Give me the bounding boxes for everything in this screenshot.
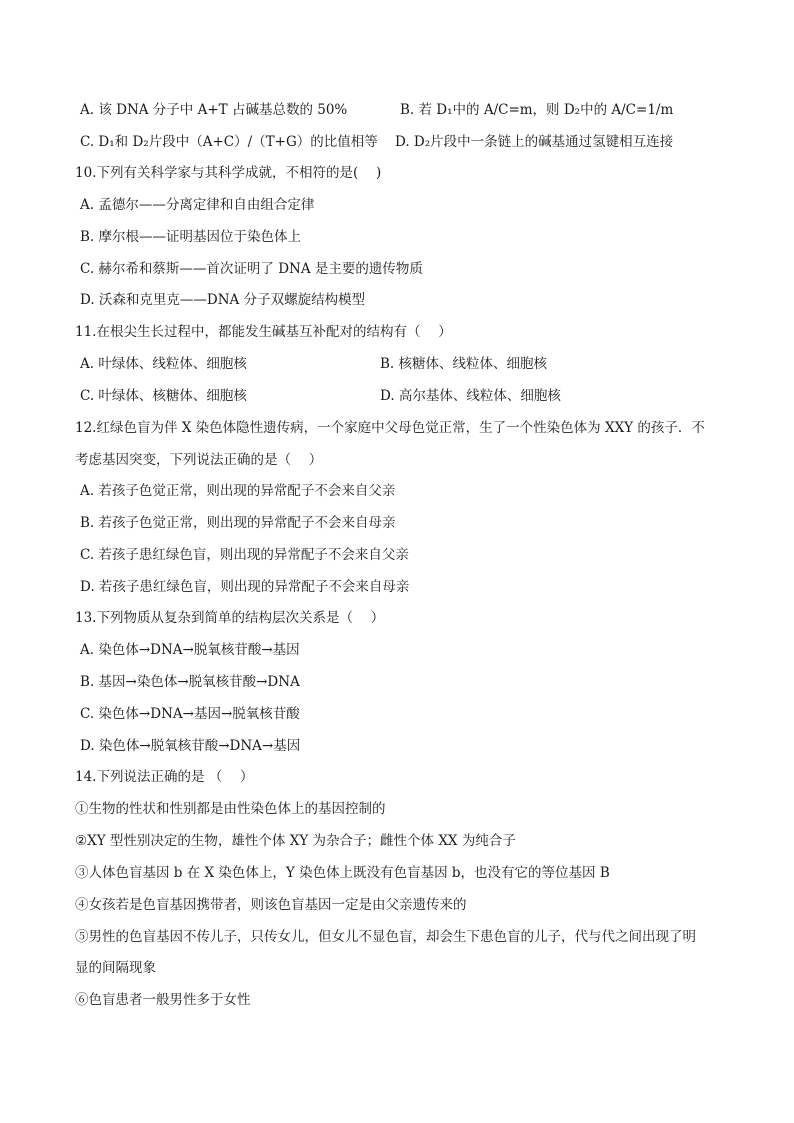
q9-option-a: A. 该 DNA 分子中 A+T 占碱基总数的 50% bbox=[80, 102, 348, 118]
q9-option-d: D. D₂片段中一条链上的碱基通过氢键相互连接 bbox=[395, 134, 674, 150]
q11-option-b: B. 核糖体、线粒体、细胞核 bbox=[380, 356, 548, 372]
q10-option-d: D. 沃森和克里克——DNA 分子双螺旋结构模型 bbox=[80, 292, 366, 308]
q13-option-c: C. 染色体→DNA→基因→脱氧核苷酸 bbox=[80, 706, 300, 722]
q14-statement-1: ①生物的性状和性别都是由性染色体上的基因控制的 bbox=[75, 801, 386, 817]
q14-statement-3: ③人体色盲基因 b 在 X 染色体上，Y 染色体上既没有色盲基因 b，也没有它的等位基因 B bbox=[75, 865, 610, 881]
q10-stem: 10.下列有关科学家与其科学成就，不相符的是( ) bbox=[75, 165, 382, 181]
q12-stem-line1: 12.红绿色盲为伴 X 染色体隐性遗传病，一个家庭中父母色觉正常，生了一个性染色体为 XXY 的孩子．不 bbox=[75, 420, 705, 436]
q10-option-b: B. 摩尔根——证明基因位于染色体上 bbox=[80, 229, 302, 245]
q14-statement-5-line2: 显的间隔现象 bbox=[75, 960, 156, 976]
q12-stem-line2: 考虑基因突变，下列说法正确的是（ ） bbox=[75, 452, 323, 468]
q13-option-a: A. 染色体→DNA→脱氧核苷酸→基因 bbox=[80, 642, 300, 658]
q11-option-c: C. 叶绿体、核糖体、细胞核 bbox=[80, 388, 247, 404]
q13-option-b: B. 基因→染色体→脱氧核苷酸→DNA bbox=[80, 674, 300, 690]
q12-option-b: B. 若孩子色觉正常，则出现的异常配子不会来自母亲 bbox=[80, 515, 396, 531]
q11-option-d: D. 高尔基体、线粒体、细胞核 bbox=[380, 388, 561, 404]
q13-option-d: D. 染色体→脱氧核苷酸→DNA→基因 bbox=[80, 738, 301, 754]
q11-stem: 11.在根尖生长过程中，都能发生碱基互补配对的结构有（ ） bbox=[75, 324, 452, 340]
q14-stem: 14.下列说法正确的是 （ ） bbox=[75, 769, 254, 785]
q9-option-c: C. D₁和 D₂片段中（A+C）/（T+G）的比值相等 bbox=[80, 134, 378, 150]
q12-option-c: C. 若孩子患红绿色盲，则出现的异常配子不会来自父亲 bbox=[80, 547, 409, 563]
q14-statement-6: ⑥色盲患者一般男性多于女性 bbox=[75, 992, 251, 1008]
q11-option-a: A. 叶绿体、线粒体、细胞核 bbox=[80, 356, 247, 372]
q14-statement-5-line1: ⑤男性的色盲基因不传儿子，只传女儿，但女儿不显色盲，却会生下患色盲的儿子，代与代之间出现了明 bbox=[75, 929, 696, 945]
q14-statement-4: ④女孩若是色盲基因携带者，则该色盲基因一定是由父亲遗传来的 bbox=[75, 897, 467, 913]
q10-option-c: C. 赫尔希和蔡斯——首次证明了 DNA 是主要的遗传物质 bbox=[80, 261, 423, 277]
q13-stem: 13.下列物质从复杂到简单的结构层次关系是（ ） bbox=[75, 610, 385, 626]
q14-statement-2: ②XY 型性别决定的生物，雄性个体 XY 为杂合子；雌性个体 XX 为纯合子 bbox=[75, 833, 516, 849]
q9-option-b: B. 若 D₁中的 A/C=m，则 D₂中的 A/C=1/m bbox=[400, 102, 674, 118]
q10-option-a: A. 孟德尔——分离定律和自由组合定律 bbox=[80, 197, 315, 213]
q12-option-a: A. 若孩子色觉正常，则出现的异常配子不会来自父亲 bbox=[80, 483, 396, 499]
q12-option-d: D. 若孩子患红绿色盲，则出现的异常配子不会来自母亲 bbox=[80, 579, 410, 595]
